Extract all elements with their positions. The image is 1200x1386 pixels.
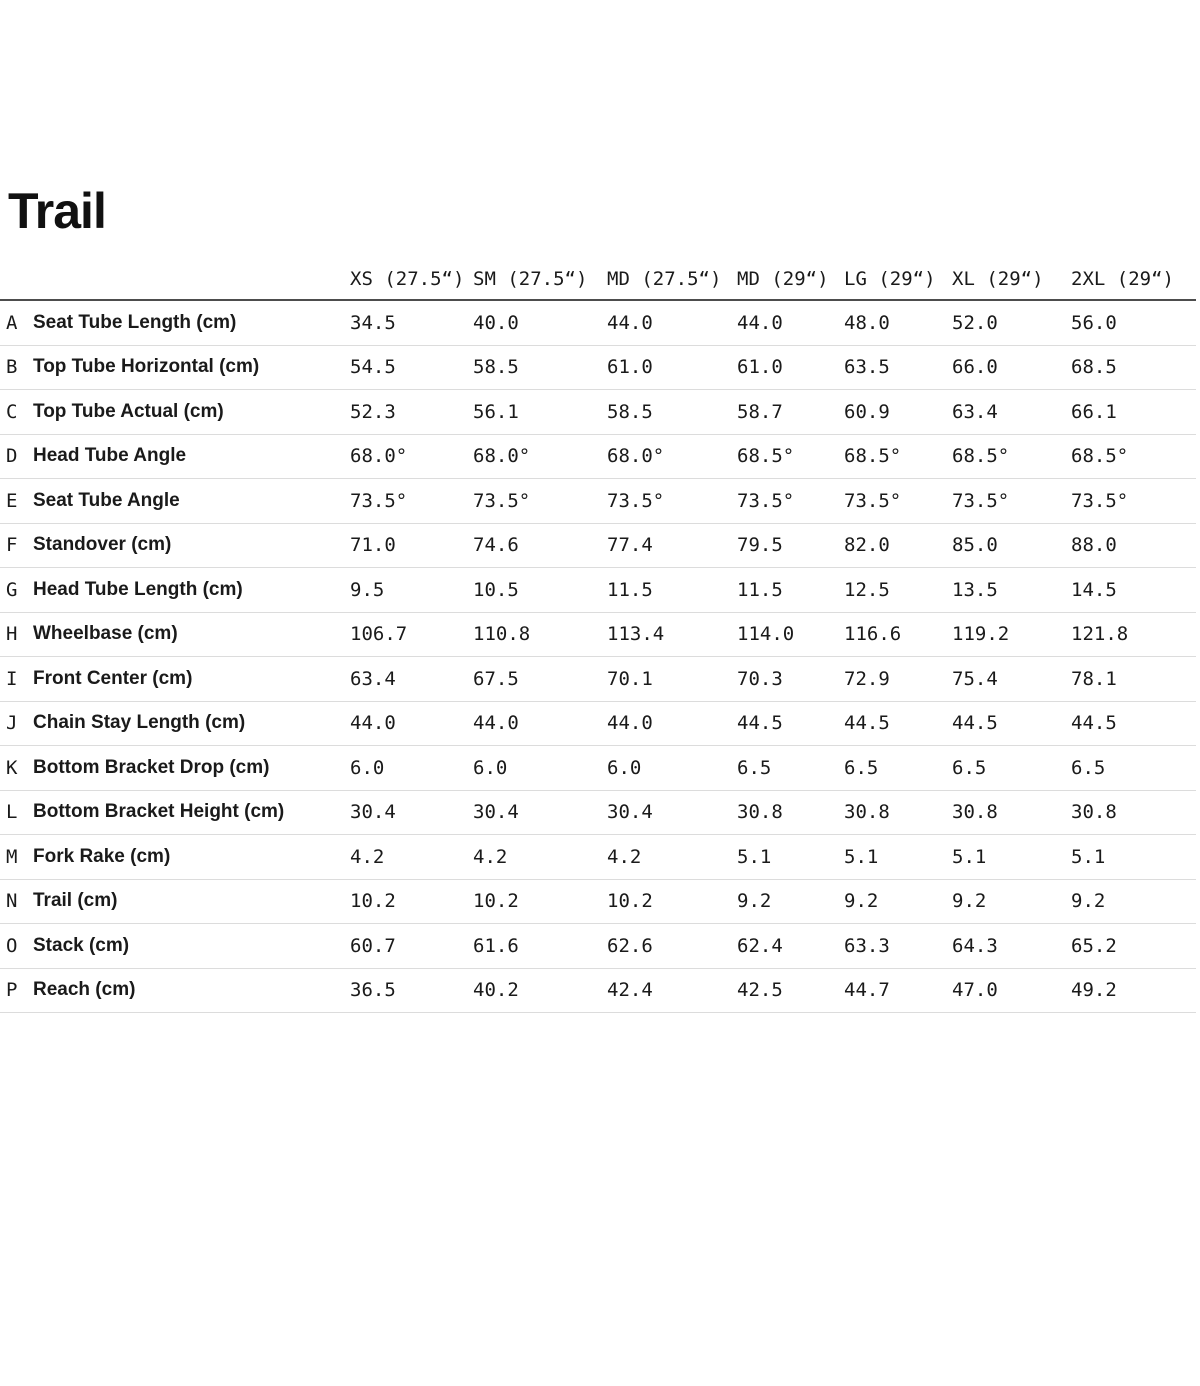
row-letter: B xyxy=(0,345,30,390)
row-label: Head Tube Angle xyxy=(30,434,350,479)
table-row xyxy=(0,612,1196,657)
table-row xyxy=(0,701,1196,746)
cell-value: 66.1 xyxy=(1071,390,1196,435)
cell-value: 63.5 xyxy=(844,345,952,390)
row-label: Chain Stay Length (cm) xyxy=(30,701,350,746)
cell-value: 34.5 xyxy=(350,300,473,345)
cell-value: 6.0 xyxy=(607,746,737,791)
cell-value: 30.8 xyxy=(844,790,952,835)
cell-value: 58.7 xyxy=(737,390,844,435)
cell-value: 44.5 xyxy=(952,701,1071,746)
cell-value: 62.4 xyxy=(737,924,844,969)
cell-value: 30.8 xyxy=(1071,790,1196,835)
cell-value: 5.1 xyxy=(1071,835,1196,880)
cell-value: 30.8 xyxy=(737,790,844,835)
cell-value: 44.0 xyxy=(607,300,737,345)
cell-value: 44.5 xyxy=(1071,701,1196,746)
cell-value: 9.5 xyxy=(350,568,473,613)
row-label: Stack (cm) xyxy=(30,924,350,969)
table-row xyxy=(0,479,1196,524)
cell-value: 6.5 xyxy=(737,746,844,791)
cell-value: 60.7 xyxy=(350,924,473,969)
row-label: Top Tube Actual (cm) xyxy=(30,390,350,435)
row-letter: L xyxy=(0,790,30,835)
cell-value: 119.2 xyxy=(952,612,1071,657)
row-label: Seat Tube Angle xyxy=(30,479,350,524)
cell-value: 11.5 xyxy=(607,568,737,613)
row-label: Seat Tube Length (cm) xyxy=(30,300,350,345)
cell-value: 30.4 xyxy=(473,790,607,835)
row-letter: M xyxy=(0,835,30,880)
cell-value: 54.5 xyxy=(350,345,473,390)
cell-value: 42.4 xyxy=(607,968,737,1013)
row-label: Head Tube Length (cm) xyxy=(30,568,350,613)
cell-value: 72.9 xyxy=(844,657,952,702)
row-label: Top Tube Horizontal (cm) xyxy=(30,345,350,390)
cell-value: 73.5° xyxy=(473,479,607,524)
cell-value: 30.4 xyxy=(350,790,473,835)
cell-value: 11.5 xyxy=(737,568,844,613)
cell-value: 4.2 xyxy=(607,835,737,880)
cell-value: 10.2 xyxy=(607,879,737,924)
cell-value: 63.4 xyxy=(350,657,473,702)
row-letter: C xyxy=(0,390,30,435)
cell-value: 68.0° xyxy=(473,434,607,479)
cell-value: 71.0 xyxy=(350,523,473,568)
row-label: Front Center (cm) xyxy=(30,657,350,702)
cell-value: 68.0° xyxy=(350,434,473,479)
cell-value: 44.0 xyxy=(607,701,737,746)
cell-value: 61.0 xyxy=(737,345,844,390)
row-label: Trail (cm) xyxy=(30,879,350,924)
cell-value: 82.0 xyxy=(844,523,952,568)
table-row xyxy=(0,657,1196,702)
row-letter: I xyxy=(0,657,30,702)
table-row xyxy=(0,434,1196,479)
geometry-table-header xyxy=(0,236,1196,300)
page-title: Trail xyxy=(8,183,106,239)
table-row xyxy=(0,345,1196,390)
cell-value: 52.3 xyxy=(350,390,473,435)
cell-value: 63.3 xyxy=(844,924,952,969)
cell-value: 40.2 xyxy=(473,968,607,1013)
table-row xyxy=(0,835,1196,880)
column-header-2xl: 2XL (29“) xyxy=(1071,236,1196,300)
cell-value: 44.7 xyxy=(844,968,952,1013)
cell-value: 73.5° xyxy=(350,479,473,524)
cell-value: 9.2 xyxy=(844,879,952,924)
cell-value: 74.6 xyxy=(473,523,607,568)
cell-value: 10.2 xyxy=(350,879,473,924)
table-row xyxy=(0,746,1196,791)
row-letter: O xyxy=(0,924,30,969)
cell-value: 61.0 xyxy=(607,345,737,390)
row-letter: J xyxy=(0,701,30,746)
cell-value: 48.0 xyxy=(844,300,952,345)
cell-value: 58.5 xyxy=(473,345,607,390)
row-label: Bottom Bracket Height (cm) xyxy=(30,790,350,835)
cell-value: 68.5° xyxy=(1071,434,1196,479)
cell-value: 67.5 xyxy=(473,657,607,702)
table-row xyxy=(0,300,1196,345)
cell-value: 6.5 xyxy=(952,746,1071,791)
column-header-lg: LG (29“) xyxy=(844,236,952,300)
cell-value: 44.0 xyxy=(350,701,473,746)
cell-value: 30.8 xyxy=(952,790,1071,835)
cell-value: 5.1 xyxy=(844,835,952,880)
cell-value: 52.0 xyxy=(952,300,1071,345)
cell-value: 110.8 xyxy=(473,612,607,657)
cell-value: 68.5° xyxy=(952,434,1071,479)
cell-value: 47.0 xyxy=(952,968,1071,1013)
row-label: Wheelbase (cm) xyxy=(30,612,350,657)
table-row xyxy=(0,879,1196,924)
cell-value: 12.5 xyxy=(844,568,952,613)
cell-value: 70.1 xyxy=(607,657,737,702)
cell-value: 61.6 xyxy=(473,924,607,969)
cell-value: 42.5 xyxy=(737,968,844,1013)
row-letter: D xyxy=(0,434,30,479)
row-label: Bottom Bracket Drop (cm) xyxy=(30,746,350,791)
row-letter: H xyxy=(0,612,30,657)
cell-value: 73.5° xyxy=(607,479,737,524)
cell-value: 44.0 xyxy=(473,701,607,746)
geometry-table-body xyxy=(0,300,1196,1013)
cell-value: 9.2 xyxy=(1071,879,1196,924)
cell-value: 9.2 xyxy=(737,879,844,924)
row-letter: G xyxy=(0,568,30,613)
cell-value: 6.5 xyxy=(844,746,952,791)
cell-value: 40.0 xyxy=(473,300,607,345)
cell-value: 62.6 xyxy=(607,924,737,969)
cell-value: 30.4 xyxy=(607,790,737,835)
cell-value: 49.2 xyxy=(1071,968,1196,1013)
cell-value: 56.1 xyxy=(473,390,607,435)
cell-value: 70.3 xyxy=(737,657,844,702)
cell-value: 58.5 xyxy=(607,390,737,435)
cell-value: 6.0 xyxy=(473,746,607,791)
cell-value: 64.3 xyxy=(952,924,1071,969)
header-spacer-letter xyxy=(0,236,30,300)
cell-value: 14.5 xyxy=(1071,568,1196,613)
table-row xyxy=(0,924,1196,969)
table-row xyxy=(0,523,1196,568)
cell-value: 68.5° xyxy=(737,434,844,479)
row-letter: A xyxy=(0,300,30,345)
cell-value: 106.7 xyxy=(350,612,473,657)
cell-value: 4.2 xyxy=(473,835,607,880)
cell-value: 78.1 xyxy=(1071,657,1196,702)
cell-value: 121.8 xyxy=(1071,612,1196,657)
row-letter: E xyxy=(0,479,30,524)
cell-value: 73.5° xyxy=(844,479,952,524)
cell-value: 10.5 xyxy=(473,568,607,613)
cell-value: 116.6 xyxy=(844,612,952,657)
column-header-xs: XS (27.5“) xyxy=(350,236,473,300)
cell-value: 68.5 xyxy=(1071,345,1196,390)
cell-value: 13.5 xyxy=(952,568,1071,613)
row-label: Standover (cm) xyxy=(30,523,350,568)
column-header-md-275: MD (27.5“) xyxy=(607,236,737,300)
header-spacer-label xyxy=(30,236,350,300)
column-header-sm: SM (27.5“) xyxy=(473,236,607,300)
cell-value: 114.0 xyxy=(737,612,844,657)
cell-value: 44.5 xyxy=(737,701,844,746)
cell-value: 77.4 xyxy=(607,523,737,568)
cell-value: 79.5 xyxy=(737,523,844,568)
cell-value: 5.1 xyxy=(737,835,844,880)
cell-value: 73.5° xyxy=(737,479,844,524)
row-letter: N xyxy=(0,879,30,924)
cell-value: 9.2 xyxy=(952,879,1071,924)
cell-value: 56.0 xyxy=(1071,300,1196,345)
cell-value: 73.5° xyxy=(1071,479,1196,524)
header-row xyxy=(0,236,1196,300)
cell-value: 4.2 xyxy=(350,835,473,880)
table-row xyxy=(0,968,1196,1013)
table-row xyxy=(0,390,1196,435)
column-header-xl: XL (29“) xyxy=(952,236,1071,300)
row-letter: K xyxy=(0,746,30,791)
row-label: Reach (cm) xyxy=(30,968,350,1013)
cell-value: 63.4 xyxy=(952,390,1071,435)
cell-value: 113.4 xyxy=(607,612,737,657)
column-header-md-29: MD (29“) xyxy=(737,236,844,300)
cell-value: 6.5 xyxy=(1071,746,1196,791)
cell-value: 88.0 xyxy=(1071,523,1196,568)
table-row xyxy=(0,790,1196,835)
cell-value: 44.0 xyxy=(737,300,844,345)
cell-value: 66.0 xyxy=(952,345,1071,390)
row-label: Fork Rake (cm) xyxy=(30,835,350,880)
cell-value: 68.0° xyxy=(607,434,737,479)
cell-value: 10.2 xyxy=(473,879,607,924)
geometry-table xyxy=(0,236,1196,1013)
cell-value: 75.4 xyxy=(952,657,1071,702)
table-row xyxy=(0,568,1196,613)
cell-value: 85.0 xyxy=(952,523,1071,568)
cell-value: 65.2 xyxy=(1071,924,1196,969)
cell-value: 60.9 xyxy=(844,390,952,435)
cell-value: 36.5 xyxy=(350,968,473,1013)
cell-value: 73.5° xyxy=(952,479,1071,524)
cell-value: 6.0 xyxy=(350,746,473,791)
cell-value: 44.5 xyxy=(844,701,952,746)
row-letter: P xyxy=(0,968,30,1013)
cell-value: 68.5° xyxy=(844,434,952,479)
cell-value: 5.1 xyxy=(952,835,1071,880)
row-letter: F xyxy=(0,523,30,568)
